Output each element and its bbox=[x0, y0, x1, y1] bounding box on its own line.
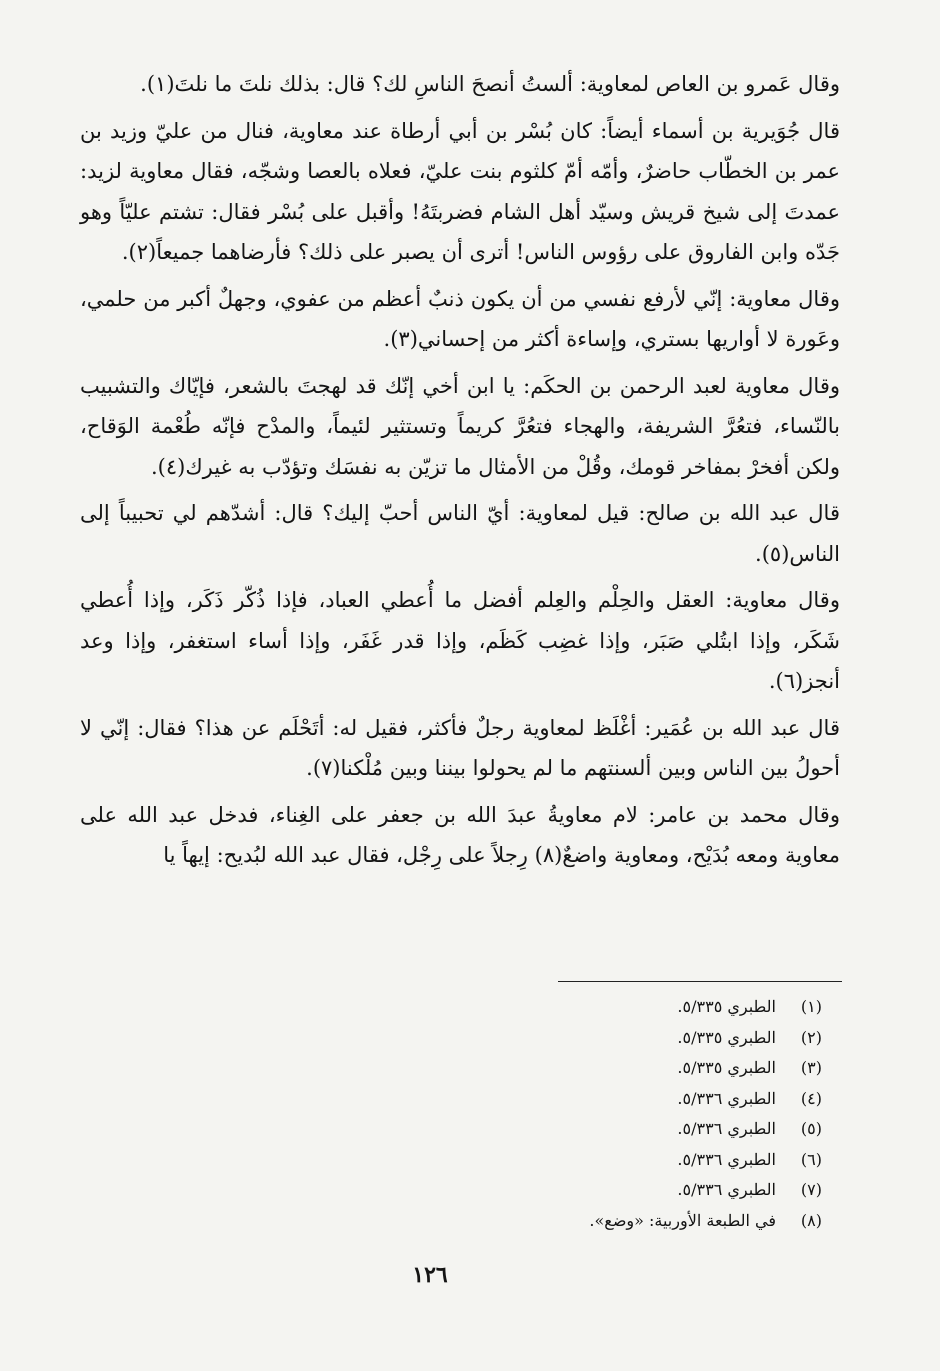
main-text bbox=[80, 64, 840, 882]
paragraph-7: قال عبد الله بن عُمَير: أغْلَظ لمعاوية رجلٌ فأكثر، فقيل له: أتَحْلَم عن هذا؟ فقال: إنّي لا أحولُ بين الناس وبين ألسنتهم ما لم يحولوا بيننا وبين مُلْكنا(٧). bbox=[80, 715, 840, 780]
paragraph-1: وقال عَمرو بن العاص لمعاوية: ألستُ أنصحَ الناسِ لك؟ قال: بذلك نلتَ ما نلتَ(١). bbox=[140, 72, 840, 96]
page-number: ١٢٦ bbox=[412, 1262, 448, 1288]
footnote-text: الطبري ٥/٣٣٥. bbox=[677, 1027, 776, 1047]
paragraph-4: وقال معاوية لعبد الرحمن بن الحكَم: يا ابن أخي إنّك قد لهجتَ بالشعر، فإيّاك والتشبيب بالنّساء، فتعُرَّ الشريفة، والهجاء فتعُرَّ كريماً وتستثير لئيماً، والمدْح فإنّه طُعْمة الوَقاح، ولكن أفخرْ بمفاخر قومك، وقُلْ من الأمثال ما تزيّن به نفسَك وتؤدّب به غيرك(٤). bbox=[80, 373, 840, 479]
footnote-item bbox=[422, 1145, 822, 1176]
paragraph-3: وقال معاوية: إنّي لأرفع نفسي من أن يكون ذنبٌ أعظم من عفوي، وجهلٌ أكبر من حلمي، وعَورة لا أواريها بستري، وإساءة أكثر من إحساني(٣). bbox=[80, 286, 840, 351]
footnote-text: الطبري ٥/٣٣٦. bbox=[677, 1149, 776, 1169]
footnote-text: في الطبعة الأوربية: «وضع». bbox=[589, 1210, 776, 1230]
paragraph-2: قال جُوَيرية بن أسماء أيضاً: كان بُسْر بن أبي أرطاة عند معاوية، فنال من عليّ وزيد بن عمر بن الخطّاب حاضرٌ، وأمّه أمّ كلثوم بنت عليّ، فعلاه بالعصا وشجّه، فقال معاوية لزيد: عمدتَ إلى شيخ قريش وسيّد أهل الشام فضربتَهُ! وأقبل على بُسْر فقال: تشتم عليّاً وهو جَدّه وابن الفاروق على رؤوس الناس! أترى أن يصبر على ذلك؟ فأرضاهما جميعاً(٢). bbox=[80, 118, 840, 264]
paragraph-5: قال عبد الله بن صالح: قيل لمعاوية: أيّ الناس أحبّ إليك؟ قال: أشدّهم لي تحبيباً إلى الناس(٥). bbox=[80, 501, 840, 566]
footnote-number: (٢) bbox=[800, 1027, 822, 1047]
footnote-text: الطبري ٥/٣٣٦. bbox=[677, 1119, 776, 1138]
footnote-item bbox=[422, 1175, 822, 1206]
footnote-text: الطبري ٥/٣٣٥. bbox=[677, 997, 776, 1016]
paragraph-6: وقال معاوية: العقل والحِلْم والعِلم أفضل ما أُعطي العباد، فإذا ذُكّر ذَكَر، وإذا أُعطي شَكَر، وإذا ابتُلي صَبَر، وإذا غضِب كَظَم، وإذا قدر غَفَر، وإذا أساء استغفر، وإذا وعد أنجز(٦). bbox=[80, 588, 840, 693]
footnote-item bbox=[422, 1053, 822, 1084]
footnotes bbox=[422, 992, 822, 1236]
footnote-text: الطبري ٥/٣٣٥. bbox=[677, 1058, 776, 1077]
footnote-item bbox=[422, 1114, 822, 1145]
footnote-number: (٥) bbox=[800, 1119, 822, 1138]
footnote-number: (٧) bbox=[800, 1180, 822, 1199]
footnote-item bbox=[422, 992, 822, 1023]
footnote-item bbox=[422, 1206, 822, 1237]
footnote-number: (١) bbox=[800, 997, 822, 1016]
footnote-separator bbox=[558, 981, 842, 982]
footnote-number: (٤) bbox=[800, 1088, 822, 1108]
footnote-text: الطبري ٥/٣٣٦. bbox=[677, 1180, 776, 1199]
footnote-item bbox=[422, 1023, 822, 1054]
footnote-number: (٣) bbox=[800, 1058, 822, 1077]
paragraph-8: وقال محمد بن عامر: لام معاويةُ عبدَ الله بن جعفر على الغِناء، فدخل عبد الله على معاوية ومعه بُدَيْح، ومعاوية واضعٌ(٨) رِجلاً على رِجْل، فقال عبد الله لبُديح: إيهاً يا bbox=[80, 802, 840, 867]
footnote-text: الطبري ٥/٣٣٦. bbox=[677, 1088, 776, 1108]
footnote-number: (٨) bbox=[800, 1210, 822, 1230]
footnote-number: (٦) bbox=[800, 1149, 822, 1169]
footnote-item bbox=[422, 1084, 822, 1115]
